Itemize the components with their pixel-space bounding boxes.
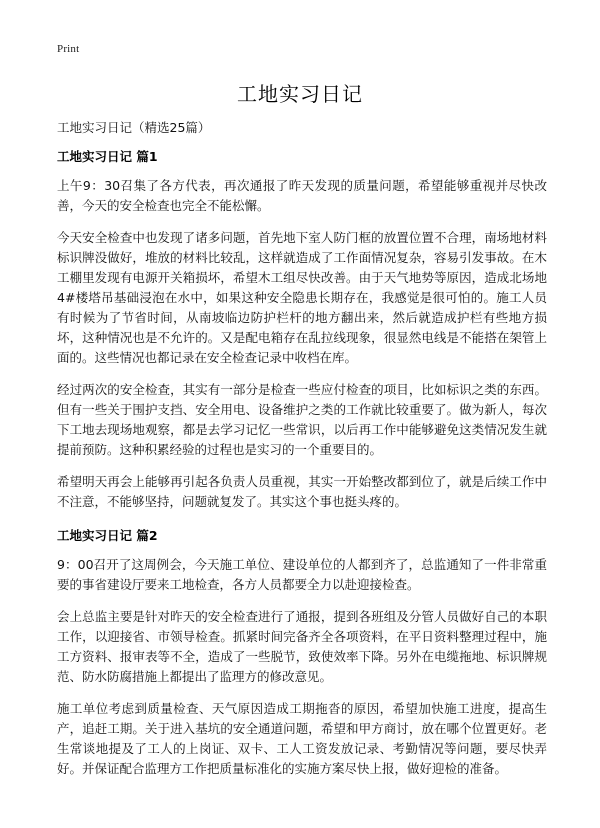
section-heading: 工地实习日记 篇2: [57, 528, 158, 543]
section-heading: 工地实习日记 篇1: [57, 149, 158, 164]
document-subtitle: 工地实习日记（精选25篇）: [57, 120, 211, 135]
document-body: [57, 118, 547, 791]
page-title: 工地实习日记: [237, 82, 363, 106]
paragraph: 会上总监主要是针对昨天的安全检查进行了通报，提到各班组及分管人员做好自己的本职工作，以迎接省、市领导检查。抓紧时间完备齐全各项资料，在平日资料整理过程中，施工方资料、报审表等不全，造成了一些脱节，致使效率下降。另外在电缆拖地、标识牌规范、防水防腐措施上都提出了监理方的修改意见。: [57, 609, 547, 684]
paragraph: 9：00召开了这周例会，今天施工单位、建设单位的人都到齐了，总监通知了一件非常重要的事省建设厅要来工地检查，各方人员都要全力以赴迎接检查。: [57, 557, 547, 592]
paragraph: 施工单位考虑到质量检查、天气原因造成工期拖沓的原因，希望加快施工进度，提高生产，追赶工期。关于进入基坑的安全通道问题，希望和甲方商讨，放在哪个位置更好。老生常谈地提及了工人的上岗证、双卡、工人工资发放记录、考勤情况等问题，要尽快弄好。并保证配合监理方工作把质量标准化的实施方案尽快上报，做好迎检的准备。: [57, 701, 547, 776]
paragraph: 上午9：30召集了各方代表，再次通报了昨天发现的质量问题，希望能够重视并尽快改善，今天的安全检查也完全不能松懈。: [57, 178, 547, 213]
section-1: [57, 147, 547, 512]
paragraph: 经过两次的安全检查，其实有一部分是检查一些应付检查的项目，比如标识之类的东西。但有一些关于围护支挡、安全用电、设备维护之类的工作就比较重要了。做为新人，每次下工地去现场地观察，都是去学习记忆一些常识，以后再工作中能够避免这类情况发生就提前预防。这种积累经验的过程也是实习的一个重要目的。: [57, 382, 547, 457]
print-label: Print: [57, 43, 80, 55]
paragraph: 希望明天再会上能够再引起各负责人员重视，其实一开始整改都到位了，就是后续工作中不注意，不能够坚持，问题就复发了。其实这个事也挺头疼的。: [57, 474, 547, 509]
section-2: [57, 526, 547, 779]
paragraph: 今天安全检查中也发现了诸多问题，首先地下室人防门框的放置位置不合理，南场地材料标识牌没做好，堆放的材料比较乱，这样就造成了工作面情况复杂，容易引发事故。在木工棚里发现有电源开关箱损坏，希望木工组尽快改善。由于天气地势等原因，造成北场地4#楼塔吊基础浸泡在水中，如果这种安全隐患长期存在，我感觉是很可怕的。施工人员有时候为了节省时间，从南坡临边防护栏杆的地方翻出来，然后就造成护栏有些地方损坏，这种情况也是不允许的。又是配电箱存在乱拉线现象，很显然电线是不能搭在架管上面的。这些情况也都记录在安全检查记录中收档在库。: [57, 230, 547, 365]
